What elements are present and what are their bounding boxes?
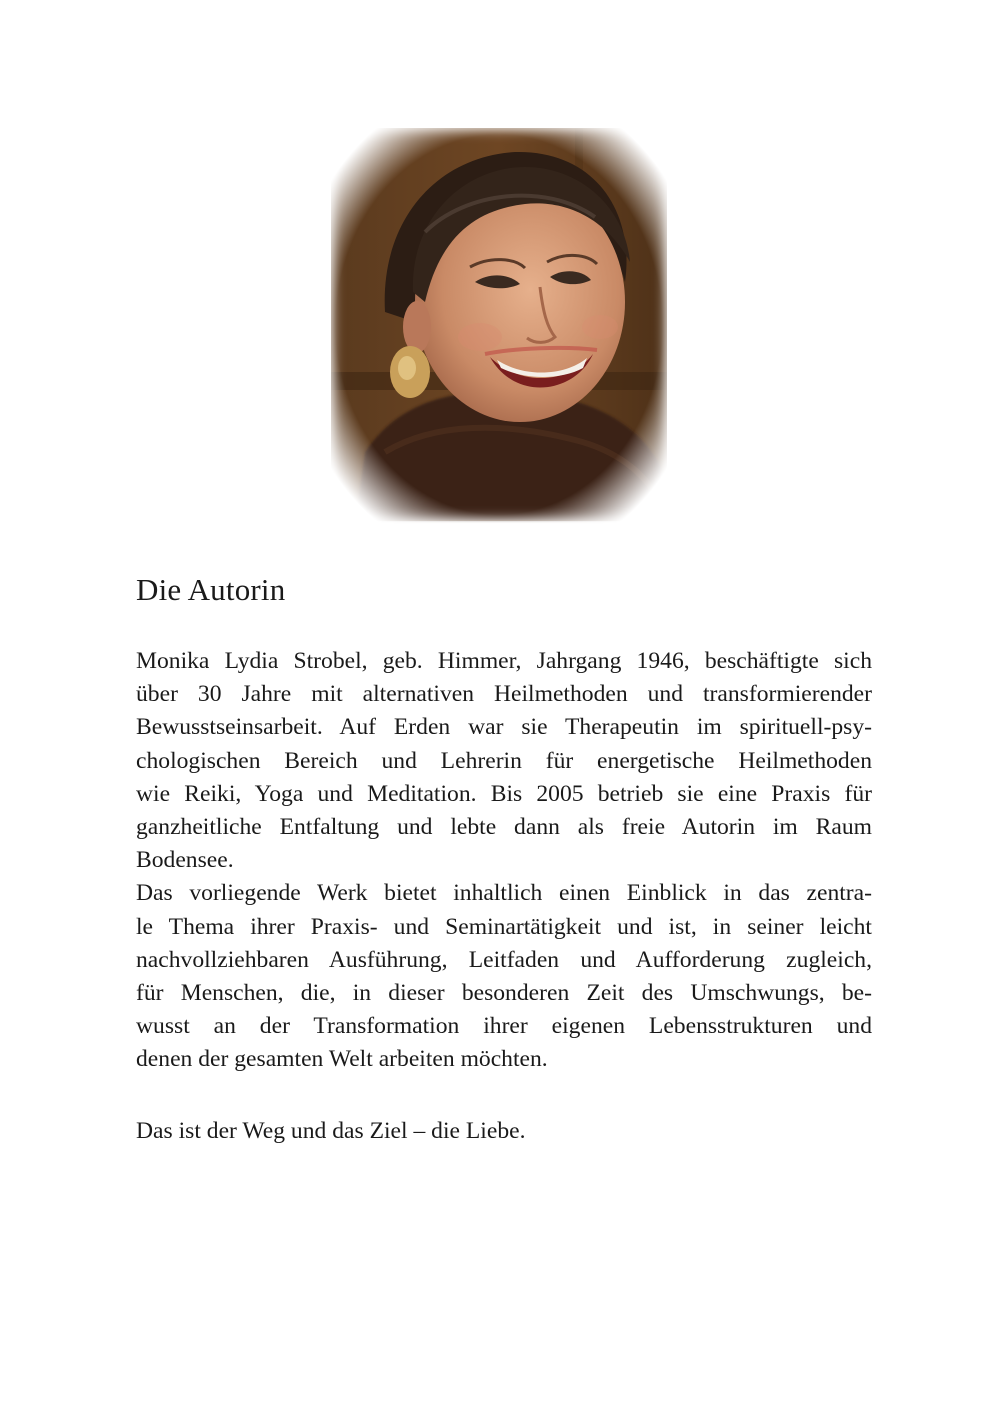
bio-line: für Menschen, die, in dieser besonderen Zeit des Umschwungs, be- [136, 980, 872, 1007]
bio-line: Monika Lydia Strobel, geb. Himmer, Jahrgang 1946, beschäftigte sich [136, 648, 872, 674]
bio-line: ganzheitliche Entfaltung und lebte dann als freie Autorin im Raum [136, 814, 872, 841]
bio-line: denen der gesamten Welt arbeiten möchten. [136, 1046, 548, 1073]
author-biography [136, 645, 872, 1077]
author-portrait-illustration [325, 122, 673, 527]
bio-paragraph-1 [136, 645, 872, 877]
bio-line: Bodensee. [136, 847, 234, 874]
bio-line: Das vorliegende Werk bietet inhaltlich einen Einblick in das zentra- [136, 880, 872, 907]
section-title: Die Autorin [136, 572, 286, 607]
bio-line: Bewusstseinsarbeit. Auf Erden war sie Therapeutin im spirituell-psy- [136, 714, 872, 741]
bio-line: über 30 Jahre mit alternativen Heilmethoden und transformierender [136, 681, 872, 708]
bio-line: nachvollziehbaren Ausführung, Leitfaden und Aufforderung zugleich, [136, 946, 872, 973]
bio-line: wusst an der Transformation ihrer eigenen Lebensstrukturen und [136, 1013, 872, 1040]
bio-line: chologischen Bereich und Lehrerin für energetische Heilmethoden [136, 747, 872, 774]
closing-line: Das ist der Weg und das Ziel – die Liebe. [136, 1118, 526, 1144]
bio-line: wie Reiki, Yoga und Meditation. Bis 2005 betrieb sie eine Praxis für [136, 780, 872, 807]
bio-paragraph-2 [136, 877, 872, 1076]
bio-line: le Thema ihrer Praxis- und Seminartätigkeit und ist, in seiner leicht [136, 913, 872, 940]
author-portrait [325, 122, 673, 527]
